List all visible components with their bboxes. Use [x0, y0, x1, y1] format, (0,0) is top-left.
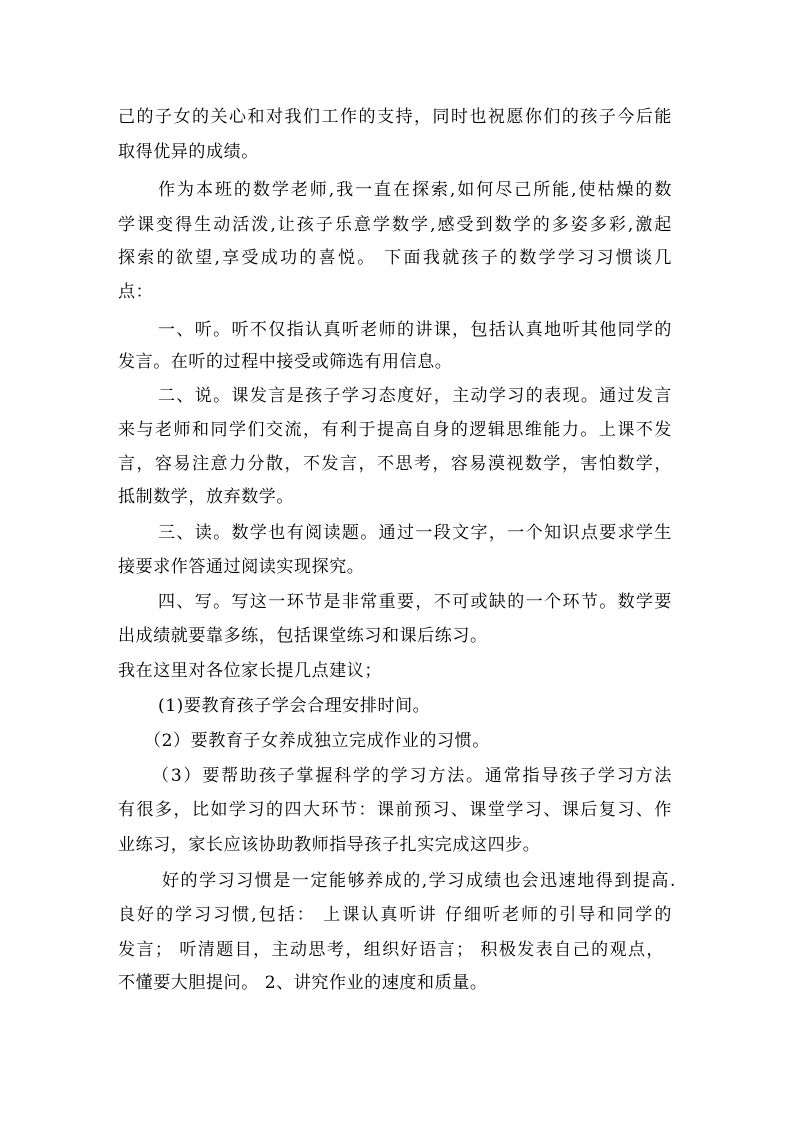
text-line: 我在这里对各位家长提几点建议； [118, 661, 382, 681]
text-line: 发言； 听清题目，主动思考，组织好语言； 积极发表自己的观点， [118, 940, 664, 960]
text-line: 出成绩就要靠多练，包括课堂练习和课后练习。 [118, 626, 488, 646]
text-line: 不懂要大胆提问。 2、讲究作业的速度和质量。 [118, 973, 488, 993]
text-line: 作为本班的数学老师,我一直在探索,如何尽己所能,使枯燥的数 [158, 180, 672, 200]
text-line: 二、说。课发言是孩子学习态度好，主动学习的表现。通过发言 [158, 386, 672, 406]
text-line: 四、写。写这一环节是非常重要，不可或缺的一个环节。数学要 [158, 592, 672, 612]
text-line: 好的学习习惯是一定能够养成的,学习成绩也会迅速地得到提高. [162, 871, 676, 891]
text-line: 来与老师和同学们交流，有利于提高自身的逻辑思维能力。上课不发 [118, 420, 672, 440]
text-line: 发言。在听的过程中接受或筛选有用信息。 [118, 352, 453, 372]
text-line: 一、听。听不仅指认真听老师的讲课，包括认真地听其他同学的 [158, 320, 672, 340]
text-line: 取得优异的成绩。 [118, 142, 259, 162]
text-line: 有很多，比如学习的四大环节：课前预习、课堂学习、课后复习、作 [118, 800, 672, 820]
text-line: 探索的欲望,享受成功的喜悦。 下面我就孩子的数学学习习惯谈几 [118, 248, 672, 268]
text-line: (1)要教育孩子学会合理安排时间。 [158, 696, 431, 716]
text-line: 言，容易注意力分散，不发言，不思考，容易漠视数学，害怕数学， [118, 454, 672, 474]
text-line: 学课变得生动活泼,让孩子乐意学数学,感受到数学的多姿多彩,激起 [118, 215, 672, 235]
text-line: 良好的学习习惯,包括： 上课认真听讲 仔细听老师的引导和同学的 [118, 905, 672, 925]
text-line: （2）要教育子女养成独立完成作业的习惯。 [144, 731, 490, 751]
text-line: 三、读。数学也有阅读题。通过一段文字，一个知识点要求学生 [158, 523, 672, 543]
text-line: 己的子女的关心和对我们工作的支持，同时也祝愿你们的孩子今后能 [118, 107, 672, 127]
text-line: 接要求作答通过阅读实现探究。 [118, 557, 365, 577]
text-line: 点： [118, 282, 154, 302]
text-line: 抵制数学，放弃数学。 [118, 487, 294, 507]
text-line: 业练习，家长应该协助教师指导孩子扎实完成这四步。 [118, 835, 541, 855]
text-line: （3）要帮助孩子掌握科学的学习方法。通常指导孩子学习方法 [152, 766, 672, 786]
